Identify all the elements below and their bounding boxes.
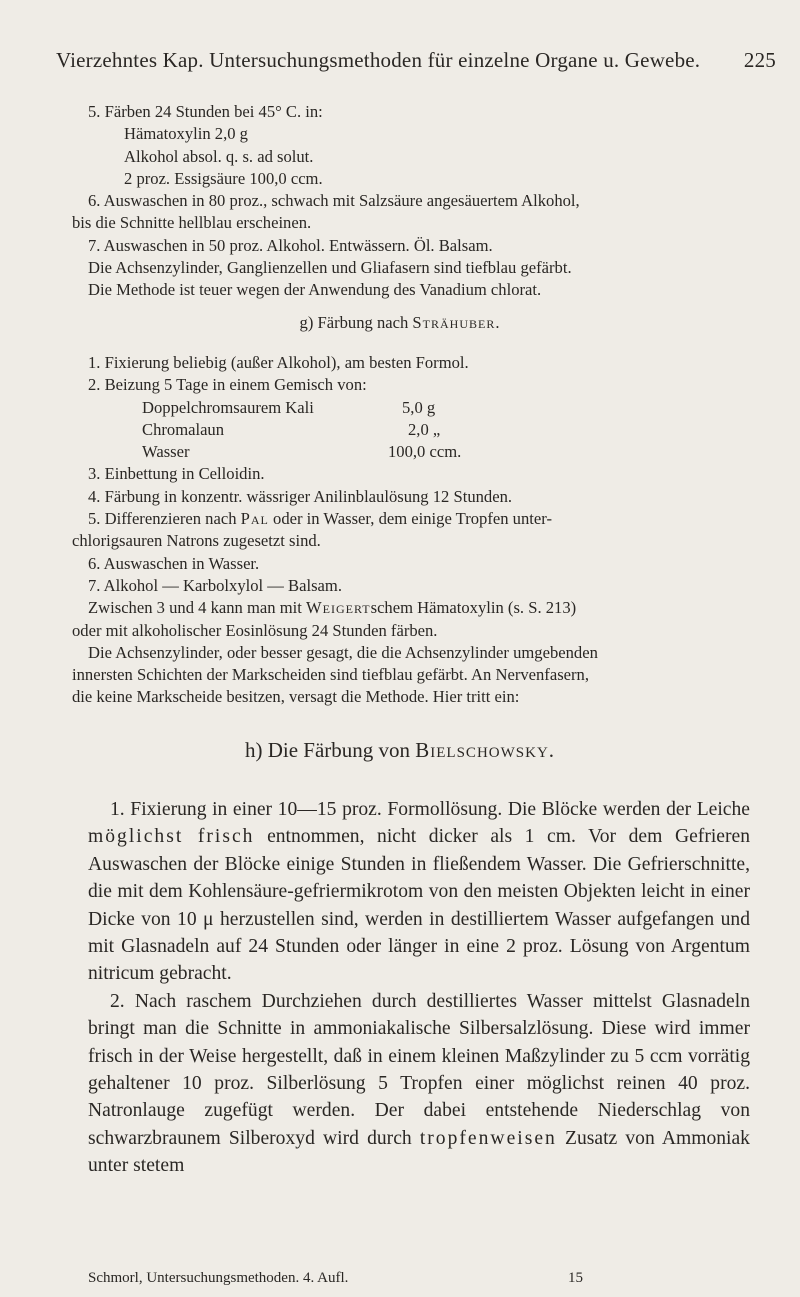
recipe-row (88, 441, 748, 463)
section-g-heading (0, 312, 800, 334)
heading-text: g) Färbung nach (299, 313, 413, 332)
section-h-heading (0, 738, 800, 763)
text: schem Hämatoxylin (s. S. 213) (370, 598, 577, 618)
text: oder in Wasser, dem einige Tropfen unter- (268, 509, 552, 529)
step-1: 1. Fixierung beliebig (außer Alkohol), am besten Formol. (88, 353, 469, 372)
text: Zusatz von Ammoniak unter stetem (88, 1127, 750, 1177)
step-2: 2. Beizung 5 Tage in einem Gemisch von: (88, 375, 367, 395)
heading-author: Strähuber. (412, 313, 501, 332)
result-line: die keine Markscheide besitzen, versagt die Methode. Hier tritt ein: (72, 687, 520, 707)
author-name: Pal (240, 509, 269, 529)
step-5 (88, 508, 748, 530)
step-7: 7. Auswaschen in 50 proz. Alkohol. Entwässern. Öl. Balsam. (88, 235, 493, 255)
section-h-body (88, 796, 750, 1180)
recipe-row (88, 397, 748, 419)
text: 2. Nach raschem Durchziehen durch destilliertes Wasser mittelst Glasnadeln bringt man die Schnitte in ammoniakalische Silbersalzlösung. Diese wird immer frisch in der Weise hergestellt, daß in einem kleinen Maßzylinder zu 5 ccm vorrätig gehaltener 10 proz. Silberlösung 5 Tropfen einer möglichst reinen 40 proz. Natronlauge zugefügt werden. Der dabei entstehende Niederschlag von schwarzbraunem Silberoxyd wird durch (88, 990, 750, 1149)
result-line: Die Achsenzylinder, Ganglienzellen und Gliafasern sind tiefblau gefärbt. (88, 258, 572, 278)
running-title: Vierzehntes Kap. Untersuchungsmethoden für einzelne Organe u. Gewebe. (56, 48, 701, 72)
note-cont: oder mit alkoholischer Eosinlösung 24 Stunden färben. (72, 620, 438, 640)
recipe-name: Wasser (142, 442, 190, 462)
heading-author: Bielschowsky. (415, 738, 556, 762)
step-5-cont: chlorigsauren Natrons zugesetzt sind. (72, 531, 321, 551)
signature-mark: 15 (568, 1270, 583, 1286)
paragraph-1 (88, 796, 750, 988)
text: 5. Differenzieren nach (88, 509, 241, 529)
result-line: Die Methode ist teuer wegen der Anwendung des Vanadium chlorat. (88, 280, 542, 300)
emphasis: möglichst frisch (88, 826, 255, 848)
step-6: 6. Auswaschen in Wasser. (88, 553, 260, 573)
recipe-line: 2 proz. Essigsäure 100,0 ccm. (124, 168, 323, 188)
text: Zwischen 3 und 4 kann man mit (88, 598, 306, 618)
emphasis: tropfenweisen (419, 1127, 557, 1149)
recipe-amount: 100,0 ccm. (388, 442, 462, 462)
step-4: 4. Färbung in konzentr. wässriger Anilinblaulösung 12 Stunden. (88, 486, 513, 506)
imprint: Schmorl, Untersuchungsmethoden. 4. Aufl. (88, 1270, 349, 1286)
recipe-name: Chromalaun (142, 419, 225, 439)
text: 1. Fixierung in einer 10—15 proz. Formollösung. Die Blöcke werden der Leiche (110, 799, 750, 820)
result-line: innersten Schichten der Markscheiden sind tiefblau gefärbt. An Nervenfasern, (72, 665, 589, 685)
page-number: 225 (743, 48, 776, 72)
text: entnommen, nicht dicker als 1 cm. Vor dem Gefrieren Auswaschen der Blöcke einige Stunden in fließendem Wasser. Die Gefrierschnitte, die mit dem Kohlensäure-gefriermikrotom von den meisten Objekten leicht in einer Dicke von 10 μ herzustellen sind, werden in destilliertem Wasser aufgefangen und mit Glasnadeln auf 24 Stunden oder länger in eine 2 proz. Lösung von Argentum nitricum gebracht. (88, 826, 751, 985)
result-line: Die Achsenzylinder, oder besser gesagt, die die Achsenzylinder umgebenden (88, 642, 598, 662)
paragraph-2 (88, 988, 750, 1180)
note-line (88, 597, 748, 619)
heading-text: h) Die Färbung von (244, 738, 416, 762)
page-footer (88, 1270, 748, 1287)
recipe-line: Hämatoxylin 2,0 g (124, 124, 248, 144)
step-7: 7. Alkohol — Karbolxylol — Balsam. (88, 575, 342, 595)
recipe-name: Doppelchromsaurem Kali (142, 397, 314, 417)
recipe-line: Alkohol absol. q. s. ad solut. (124, 146, 314, 166)
running-header (56, 48, 776, 73)
recipe-row (88, 419, 748, 441)
step-5: 5. Färben 24 Stunden bei 45° C. in: (88, 102, 323, 121)
section-f-tail (72, 101, 748, 302)
step-6: 6. Auswaschen in 80 proz., schwach mit Salzsäure angesäuertem Alkohol, (88, 191, 580, 211)
recipe-amount: 5,0 g (402, 397, 436, 417)
author-name: Weigert (306, 598, 371, 618)
recipe-amount: 2,0 „ (408, 419, 441, 439)
step-3: 3. Einbettung in Celloidin. (88, 464, 265, 484)
step-6-cont: bis die Schnitte hellblau erscheinen. (72, 213, 312, 233)
section-g (72, 352, 748, 709)
